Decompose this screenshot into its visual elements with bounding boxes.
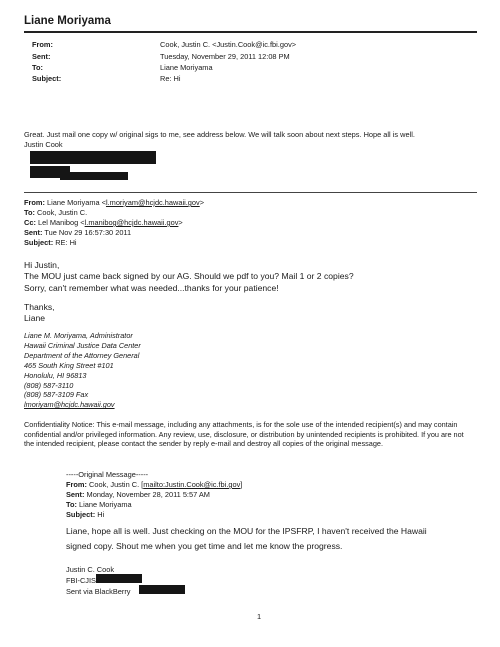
confidentiality-notice: Confidentiality Notice: This e-mail message, including any attachments, is for the sole use of the intended recipient(s) and may contain confidential and/or privileged information. Any review, use, disclosure, or distribution by unintended recipients is prohibited. If you are not the intended recipient, please contact the sender by reply e-mail and destroy all copies of the original message. xyxy=(24,420,464,449)
msg2-line1: The MOU just came back signed by our AG. Should we pdf to you? Mail 1 or 2 copies? xyxy=(24,271,354,281)
orig-from-label: From: xyxy=(66,480,87,489)
orig-subject-value: Hi xyxy=(97,510,105,519)
orig-sent-value: Monday, November 28, 2011 5:57 AM xyxy=(86,490,210,499)
reply1-signature: Justin Cook xyxy=(24,140,63,149)
header-rule xyxy=(24,31,477,33)
msg2-thanks: Thanks, xyxy=(24,302,55,312)
msg2-cc xyxy=(24,218,183,227)
msg2-from-close: > xyxy=(199,198,205,207)
msg2-cc-close: > xyxy=(178,218,183,227)
msg2-to xyxy=(24,208,87,217)
sent-label: Sent: xyxy=(32,52,51,61)
from-label: From: xyxy=(32,40,53,49)
sender-name: Liane Moriyama xyxy=(24,15,111,27)
msg2-sent xyxy=(24,228,131,237)
to-value: Liane Moriyama xyxy=(160,63,213,72)
redaction-block xyxy=(139,585,185,594)
sig-line: Honolulu, HI 96813 xyxy=(24,370,87,380)
orig-sig-org: FBI-CJIS xyxy=(66,576,96,585)
msg2-from-label: From: xyxy=(24,198,45,207)
msg2-subject-value: RE: Hi xyxy=(55,238,77,247)
msg2-cc-email-link[interactable]: l.manibog@hcjdc.hawaii.gov xyxy=(84,218,179,227)
msg2-cc-label: Cc: xyxy=(24,218,36,227)
sig-line: Department of the Attorney General xyxy=(24,350,140,360)
from-value: Cook, Justin C. <Justin.Cook@ic.fbi.gov> xyxy=(160,40,297,49)
orig-subject-label: Subject: xyxy=(66,510,96,519)
to-label: To: xyxy=(32,63,43,72)
page-number: 1 xyxy=(257,612,262,621)
sig-line: (808) 587-3109 Fax xyxy=(24,390,89,400)
reply1-body: Great. Just mail one copy w/ original sigs to me, see address below. We will talk soon about next steps. Hope all is well. xyxy=(24,130,415,139)
orig-sent-label: Sent: xyxy=(66,490,85,499)
redaction-block xyxy=(96,574,142,583)
subject-label: Subject: xyxy=(32,74,62,83)
msg2-sent-label: Sent: xyxy=(24,228,43,237)
orig-body-line2: signed copy. Shout me when you get time and let me know the progress. xyxy=(66,541,343,551)
sig-line: Hawaii Criminal Justice Data Center xyxy=(24,340,141,350)
msg2-from-email-link[interactable]: l.moriyam@hcjdc.hawaii.gov xyxy=(105,198,200,207)
orig-sent xyxy=(66,490,210,499)
sig-line: 465 South King Street #101 xyxy=(24,360,114,370)
msg2-sent-value: Tue Nov 29 16:57:30 2011 xyxy=(44,228,132,237)
subject-value: Re: Hi xyxy=(160,74,181,83)
orig-to xyxy=(66,500,132,509)
msg2-from xyxy=(24,198,204,207)
orig-to-label: To: xyxy=(66,500,77,509)
original-message-marker: -----Original Message----- xyxy=(66,470,149,479)
msg2-signature-block xyxy=(24,331,141,410)
msg2-subject-label: Subject: xyxy=(24,238,54,247)
orig-to-value: Liane Moriyama xyxy=(79,500,132,509)
redaction-block xyxy=(60,172,128,180)
message-divider xyxy=(24,192,477,193)
orig-sig-sent: Sent via BlackBerry xyxy=(66,587,131,596)
orig-body-line1: Liane, hope all is well. Just checking on the MOU for the IPSFRP, I haven't received the Hawaii xyxy=(66,526,427,536)
msg2-to-label: To: xyxy=(24,208,35,217)
msg2-greeting: Hi Justin, xyxy=(24,260,60,270)
msg2-name: Liane xyxy=(24,313,46,323)
sent-value: Tuesday, November 29, 2011 12:08 PM xyxy=(160,52,290,61)
sig-line: (808) 587-3110 xyxy=(24,380,74,390)
msg2-to-value: Cook, Justin C. xyxy=(37,208,88,217)
orig-sig-name: Justin C. Cook xyxy=(66,565,115,574)
sig-line: Liane M. Moriyama, Administrator xyxy=(24,331,133,340)
sig-email-link[interactable]: lmoriyam@hcjdc.hawaii.gov xyxy=(24,400,115,410)
redaction-block xyxy=(30,151,156,164)
orig-subject xyxy=(66,510,104,519)
orig-from-value: Cook, Justin C. [ xyxy=(89,480,144,489)
msg2-from-value: Liane Moriyama < xyxy=(47,198,106,207)
msg2-line2: Sorry, can't remember what was needed...thanks for your patience! xyxy=(24,283,279,293)
orig-from-close: ] xyxy=(240,480,243,489)
msg2-subject xyxy=(24,238,77,247)
orig-mailto-link[interactable]: mailto:Justin.Cook@ic.fbi.gov xyxy=(143,480,241,489)
msg2-cc-value: Lel Manibog < xyxy=(37,218,85,227)
orig-from xyxy=(66,480,242,489)
